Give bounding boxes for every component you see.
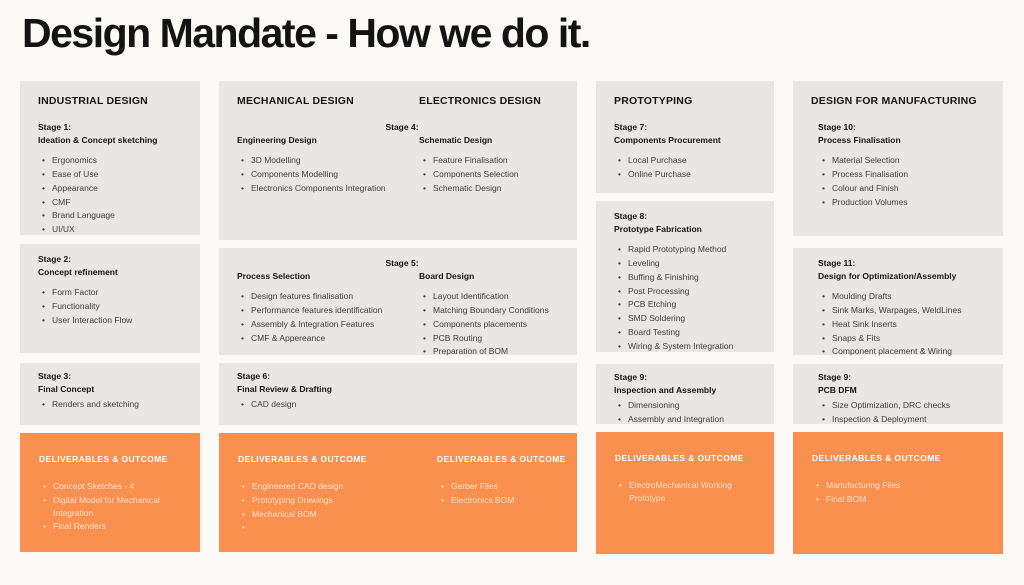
bullet-item: • Post Processing	[628, 285, 764, 298]
stage-label: Stage 2:	[38, 254, 72, 264]
stage-11-box	[793, 248, 1003, 355]
bullet-item: • Component placement & Wiring	[832, 345, 993, 358]
bullet-item: • Concept Sketches - 4	[53, 480, 188, 493]
design-for-manufacturing-header: DESIGN FOR MANUFACTURING	[811, 95, 977, 107]
bullet-item: • Assembly & Integration Features	[251, 318, 391, 331]
bullet-item: • PCB Routing	[433, 332, 567, 345]
industrial-deliverables-box	[20, 433, 200, 552]
bullet-list	[818, 154, 993, 208]
stage-title: Final Concept	[38, 384, 95, 395]
deliverables-header: DELIVERABLES & OUTCOME	[238, 454, 367, 464]
prototyping-deliverables-box	[596, 432, 774, 554]
stage-title: Process Selection	[237, 271, 311, 282]
process-selection-subcolumn	[237, 270, 419, 359]
deliverables-header: DELIVERABLES & OUTCOME	[615, 453, 744, 463]
bullet-list	[812, 479, 991, 506]
bullet-list	[614, 399, 764, 426]
stage-5-columns	[237, 270, 567, 359]
bullet-item: • Leveling	[628, 257, 764, 270]
bullet-item: • Ease of Use	[52, 168, 190, 181]
page-title: Design Mandate - How we do it.	[22, 10, 590, 56]
bullet-list	[437, 480, 566, 507]
electronics-deliverables-subcolumn	[437, 447, 566, 521]
bullet-item: • Online Purchase	[628, 168, 764, 181]
bullet-item: • Renders and sketching	[52, 398, 190, 411]
bullet-list	[237, 154, 419, 194]
bullet-item: • Gerber Files	[451, 480, 566, 493]
bullet-item: • Components Modelling	[251, 168, 391, 181]
bullet-item: • CAD design	[251, 398, 567, 411]
stage-title: Process Finalisation	[818, 135, 901, 146]
bullet-item: • Prototyping Drawings	[252, 494, 437, 507]
bullet-item: • Material Selection	[832, 154, 993, 167]
column-industrial-design	[20, 81, 200, 552]
bullet-item: • Engineered CAD design	[252, 480, 437, 493]
bullet-item: • Components placements	[433, 318, 567, 331]
bullet-item: • Components Selection	[433, 168, 567, 181]
bullet-list	[419, 290, 567, 358]
schematic-design-subcolumn	[419, 134, 567, 195]
bullet-item: • Process Finalisation	[832, 168, 993, 181]
bullet-item: • Appearance	[52, 182, 190, 195]
bullet-item: • Brand Language	[52, 209, 190, 222]
stage-label: Stage 11:	[818, 258, 856, 268]
stage-label: Stage 3:	[38, 371, 72, 381]
bullet-item: • Sink Marks, Warpages, WeldLines	[832, 304, 993, 317]
bullet-item: • PCB Etching	[628, 298, 764, 311]
bullet-item: • Snaps & Fits	[832, 332, 993, 345]
stage-2-box	[20, 244, 200, 353]
stage-5-box	[219, 248, 577, 355]
bullet-list	[238, 480, 437, 520]
manufacturing-deliverables-box	[793, 432, 1003, 554]
bullet-item: • Dimensioning	[628, 399, 764, 412]
stage-title: Inspection and Assembly	[614, 385, 717, 396]
bullet-item: • Assembly and Integration	[628, 413, 764, 426]
bullet-item: • Mechanical BOM	[252, 508, 437, 521]
stage-label: Stage 1:	[38, 122, 72, 132]
bullet-list	[818, 399, 993, 426]
bullet-item: • Digital Model for Mechanical Integration	[53, 494, 188, 520]
bullet-item: • Schematic Design	[433, 182, 567, 195]
industrial-design-header: INDUSTRIAL DESIGN	[38, 95, 148, 107]
electronics-design-header: ELECTRONICS DESIGN	[419, 95, 542, 107]
bullet-list	[818, 290, 993, 358]
bullet-item: • CMF & Appereance	[251, 332, 391, 345]
bullet-item: • Wiring & System Integration	[628, 340, 764, 353]
bullet-item: • Buffing & Finishing	[628, 271, 764, 284]
bullet-item: • User Interaction Flow	[52, 314, 190, 327]
bullet-list	[38, 286, 190, 326]
board-design-subcolumn	[419, 270, 567, 359]
bullet-item: • Rapid Prototyping Method	[628, 243, 764, 256]
stage-label: Stage 6:	[237, 371, 271, 381]
bullet-list	[237, 398, 567, 411]
stage-label: Stage 9:	[614, 372, 648, 382]
stage-title: Concept refinement	[38, 267, 118, 278]
stage-label: Stage 8:	[614, 211, 648, 221]
mechanical-deliverables-subcolumn	[238, 447, 437, 521]
stage-title: Final Review & Drafting	[237, 384, 332, 395]
bullet-item: • Design features finalisation	[251, 290, 391, 303]
bullet-list	[615, 479, 762, 505]
stage-9-box	[596, 364, 774, 424]
bullet-list	[38, 154, 190, 236]
bullet-item: • Matching Boundary Conditions	[433, 304, 567, 317]
mechanical-design-header: MECHANICAL DESIGN	[237, 95, 354, 107]
stage-10-box	[793, 81, 1003, 236]
stage-3-box	[20, 363, 200, 425]
bullet-list	[419, 154, 567, 194]
bullet-item: • SMD Soldering	[628, 312, 764, 325]
bullet-item: • Preparation of BOM	[433, 345, 567, 358]
prototyping-header: PROTOTYPING	[614, 95, 693, 107]
process-board	[20, 81, 1003, 554]
stage-title: Ideation & Concept sketching	[38, 135, 158, 146]
bullet-list	[38, 398, 190, 411]
stage-title: Components Procurement	[614, 135, 721, 146]
bullet-item: • Layout Identification	[433, 290, 567, 303]
bullet-list	[614, 154, 764, 181]
bullet-item: • Electronics BOM	[451, 494, 566, 507]
stage-label: Stage 5:	[385, 258, 419, 268]
bullet-item: • 3D Modelling	[251, 154, 391, 167]
bullet-item: • Electronics Components Integration	[251, 182, 391, 195]
stage-4-columns	[237, 134, 567, 195]
column-design-for-manufacturing	[793, 81, 1003, 554]
stage-1-box	[20, 81, 200, 235]
deliverables-header: DELIVERABLES & OUTCOME	[437, 454, 566, 464]
engineering-design-subcolumn	[237, 134, 419, 195]
stage-7-box	[596, 81, 774, 193]
bullet-item: • Manufacturing Files	[826, 479, 991, 492]
bullet-item: • Heat Sink Inserts	[832, 318, 993, 331]
deliverables-header: DELIVERABLES & OUTCOME	[39, 454, 168, 464]
stage-title: Engineering Design	[237, 135, 317, 146]
stage-title: Schematic Design	[419, 135, 493, 146]
stage-content	[818, 257, 993, 358]
stage-content	[818, 121, 993, 208]
stage-title: Prototype Fabrication	[614, 224, 702, 235]
stage-8-box	[596, 201, 774, 352]
stage-4-box	[219, 81, 577, 240]
bullet-item: • Ergonomics	[52, 154, 190, 167]
stage-9-pcb-dfm-box	[793, 364, 1003, 424]
stage-title: Design for Optimization/Assembly	[818, 271, 957, 282]
stage-label: Stage 10:	[818, 122, 856, 132]
bullet-item: • Final Renders	[53, 520, 188, 533]
bullet-list	[614, 243, 764, 352]
deliverables-columns	[238, 447, 565, 521]
bullet-item: • ElectroMechanical Working Prototype	[629, 479, 762, 505]
stage-label: Stage 7:	[614, 122, 648, 132]
bullet-item: • Moulding Drafts	[832, 290, 993, 303]
column-mechanical-electronics-design	[219, 81, 577, 552]
bullet-item: • CMF	[52, 196, 190, 209]
stage-title: PCB DFM	[818, 385, 857, 396]
bullet-item: • Board Testing	[628, 326, 764, 339]
stage-label: Stage 9:	[818, 372, 852, 382]
bullet-item: • Inspection & Deployment	[832, 413, 993, 426]
bullet-item: • Colour and Finish	[832, 182, 993, 195]
bullet-item: • Functionality	[52, 300, 190, 313]
stage-title: Board Design	[419, 271, 475, 282]
bullet-item: • Feature Finalisation	[433, 154, 567, 167]
bullet-item: • Local Purchase	[628, 154, 764, 167]
bullet-list	[237, 290, 419, 344]
bullet-item: • Size Optimization, DRC checks	[832, 399, 993, 412]
bullet-item: • Production Volumes	[832, 196, 993, 209]
deliverables-header: DELIVERABLES & OUTCOME	[812, 453, 941, 463]
bullet-item: • Final BOM	[826, 493, 991, 506]
bullet-item: • Performance features identification	[251, 304, 391, 317]
column-prototyping	[596, 81, 774, 554]
bullet-item: • Form Factor	[52, 286, 190, 299]
mechanical-electronics-deliverables-box	[219, 433, 577, 552]
bullet-item: • UI/UX	[52, 223, 190, 236]
bullet-list	[39, 480, 188, 533]
stage-6-box	[219, 363, 577, 425]
headers-row	[237, 95, 567, 121]
stage-content	[818, 371, 993, 426]
stage-label: Stage 4:	[385, 122, 419, 132]
